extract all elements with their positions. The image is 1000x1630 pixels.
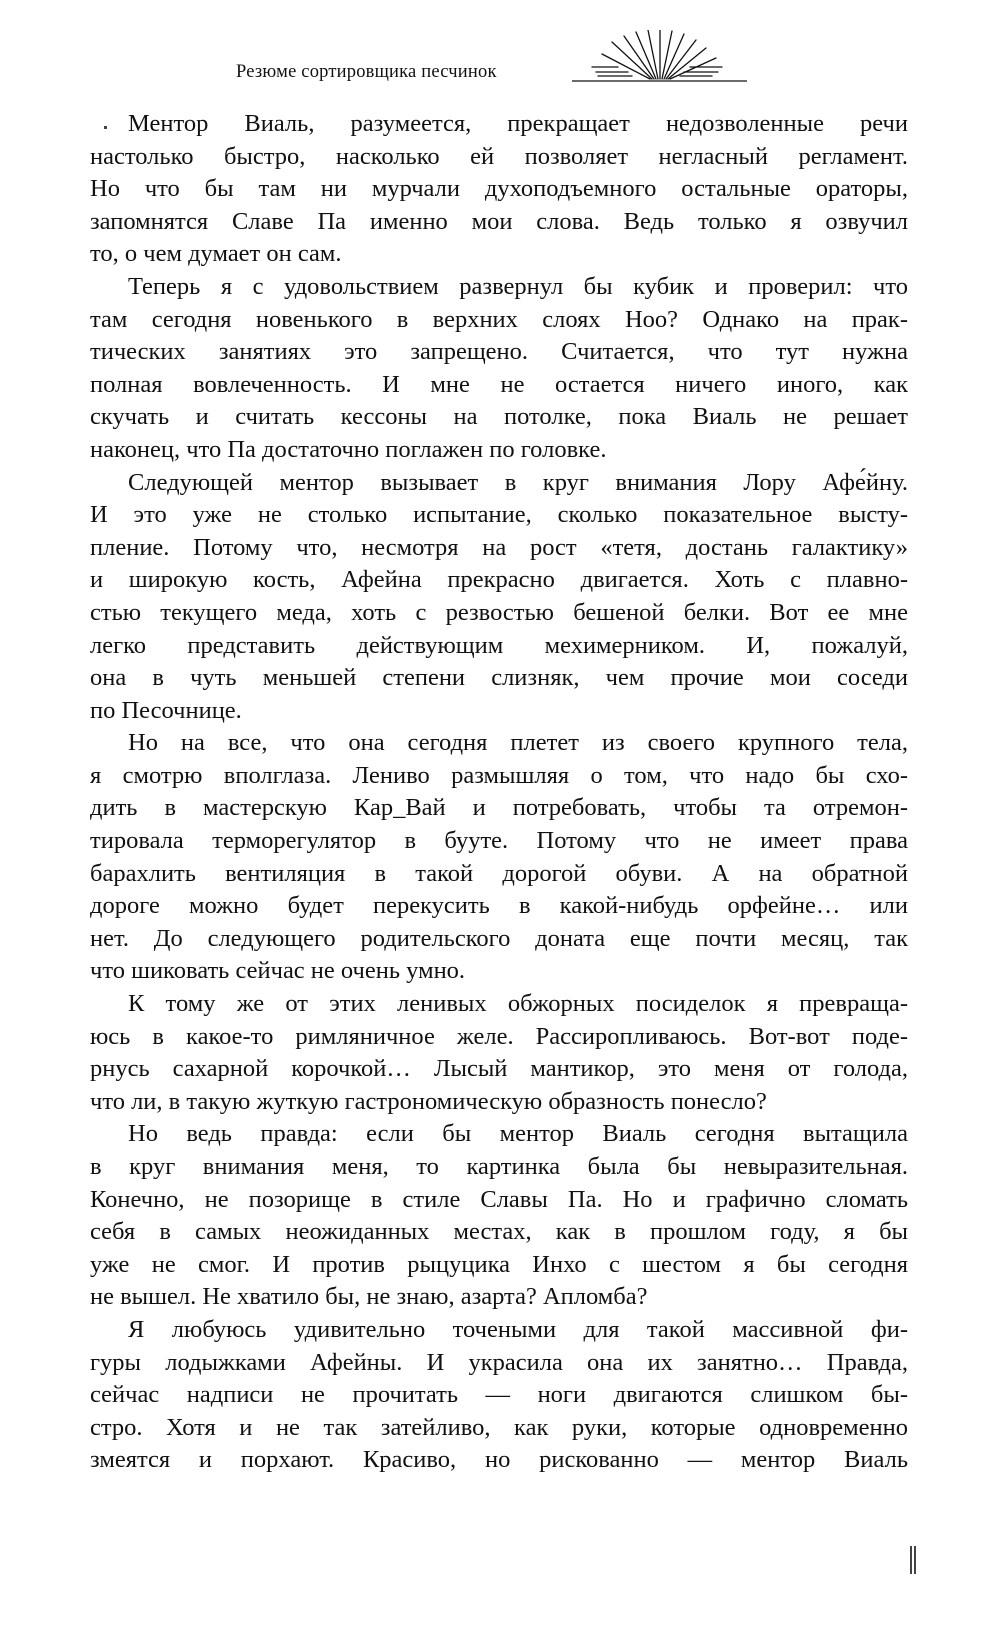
text-line: я смотрю вполглаза. Лениво размышляя о том, что надо бы схо- bbox=[90, 761, 908, 789]
running-header-title: Резюме сортировщика песчинок bbox=[236, 62, 497, 82]
running-header bbox=[0, 30, 1000, 100]
text-line: запомнятся Славе Па именно мои слова. Ведь только я озвучил bbox=[90, 207, 908, 235]
text-line: нет. До следующего родительского доната еще почти месяц, так bbox=[90, 924, 908, 952]
page-edge-mark bbox=[910, 1546, 912, 1574]
text-line: там сегодня новенького в верхних слоях Ноо? Однако на прак- bbox=[90, 305, 908, 333]
text-line: барахлить вентиляция в такой дорогой обуви. А на обратной bbox=[90, 859, 908, 887]
text-line: и широкую кость, Афейна прекрасно двигается. Хоть с плавно- bbox=[90, 566, 908, 594]
text-line: Ментор Виаль, разумеется, прекращает недозволенные речи bbox=[128, 110, 908, 137]
text-line: по Песочнице. bbox=[90, 696, 242, 724]
text-line: И это уже не столько испытание, сколько показательное высту- bbox=[90, 501, 908, 529]
sunburst-ornament-icon bbox=[572, 30, 747, 100]
text-line: Но что бы там ни мурчали духоподъемного остальные ораторы, bbox=[90, 175, 908, 203]
text-line: юсь в какое-то римляничное желе. Рассиропливаюсь. Вот-вот поде- bbox=[90, 1022, 908, 1050]
text-line: К тому же от этих ленивых обжорных посиделок я превраща- bbox=[128, 990, 908, 1018]
text-line: не вышел. Не хватило бы, не знаю, азарта? Апломба? bbox=[90, 1283, 648, 1311]
body-text bbox=[90, 108, 908, 1477]
paragraph bbox=[90, 1314, 908, 1477]
text-line: она в чуть меньшей степени слизняк, чем прочие мои соседи bbox=[90, 664, 908, 692]
text-line: сейчас надписи не прочитать — ноги двигаются слишком бы- bbox=[90, 1381, 908, 1409]
paragraph bbox=[90, 727, 908, 988]
text-line: легко представить действующим мехимерником. И, пожалуй, bbox=[90, 631, 908, 659]
text-line: что ли, в такую жуткую гастрономическую образность понесло? bbox=[90, 1087, 767, 1115]
text-line: дороге можно будет перекусить в какой-нибудь орфейне… или bbox=[90, 892, 908, 920]
text-line: наконец, что Па достаточно поглажен по головке. bbox=[90, 435, 607, 463]
text-line: что шиковать сейчас не очень умно. bbox=[90, 957, 466, 985]
text-line: Но на все, что она сегодня плетет из своего крупного тела, bbox=[128, 729, 908, 757]
text-line: скучать и считать кессоны на потолке, пока Виаль не решает bbox=[90, 403, 908, 431]
text-line: стью текущего меда, хоть с резвостью бешеной белки. Вот ее мне bbox=[90, 598, 908, 626]
text-line: себя в самых неожиданных местах, как в прошлом году, я бы bbox=[90, 1218, 908, 1246]
text-line: Конечно, не позорище в стиле Славы Па. Но и графично сломать bbox=[90, 1185, 908, 1213]
text-line: Я любуюсь удивительно точеными для такой массивной фи- bbox=[128, 1315, 908, 1343]
paragraph bbox=[90, 108, 908, 271]
text-line: пление. Потому что, несмотря на рост «тетя, достань галактику» bbox=[90, 533, 908, 561]
text-line: Следующей ментор вызывает в круг внимания Лору Афе́йну. bbox=[128, 468, 908, 496]
text-line: Но ведь правда: если бы ментор Виаль сегодня вытащила bbox=[128, 1120, 908, 1148]
paragraph bbox=[90, 988, 908, 1118]
text-line: тических занятиях это запрещено. Считается, что тут нужна bbox=[90, 338, 908, 366]
text-line: полная вовлеченность. И мне не остается ничего иного, как bbox=[90, 370, 908, 398]
text-line: то, о чем думает он сам. bbox=[90, 240, 342, 268]
page-edge-mark bbox=[914, 1546, 916, 1574]
text-line: стро. Хотя и не так затейливо, как руки, которые одновременно bbox=[90, 1413, 908, 1441]
text-line: змеятся и порхают. Красиво, но рискованно — ментор Виаль bbox=[90, 1446, 908, 1474]
text-line: рнусь сахарной корочкой… Лысый мантикор, это меня от голода, bbox=[90, 1055, 908, 1083]
text-line: дить в мастерскую Кар_Вай и потребовать, чтобы та отремон- bbox=[90, 794, 908, 822]
text-line: в круг внимания меня, то картинка была бы невыразительная. bbox=[90, 1153, 908, 1180]
paragraph bbox=[90, 1118, 908, 1314]
text-line: уже не смог. И против рыцуцика Инхо с шестом я бы сегодня bbox=[90, 1250, 908, 1278]
text-line: Теперь я с удовольствием развернул бы кубик и проверил: что bbox=[128, 272, 908, 300]
scan-mark bbox=[104, 126, 107, 129]
text-line: настолько быстро, насколько ей позволяет негласный регламент. bbox=[90, 142, 908, 170]
paragraph bbox=[90, 467, 908, 728]
text-line: гуры лодыжками Афейны. И украсила она их занятно… Правда, bbox=[90, 1348, 908, 1376]
paragraph bbox=[90, 271, 908, 467]
text-line: тировала терморегулятор в бууте. Потому что не имеет права bbox=[90, 827, 908, 855]
